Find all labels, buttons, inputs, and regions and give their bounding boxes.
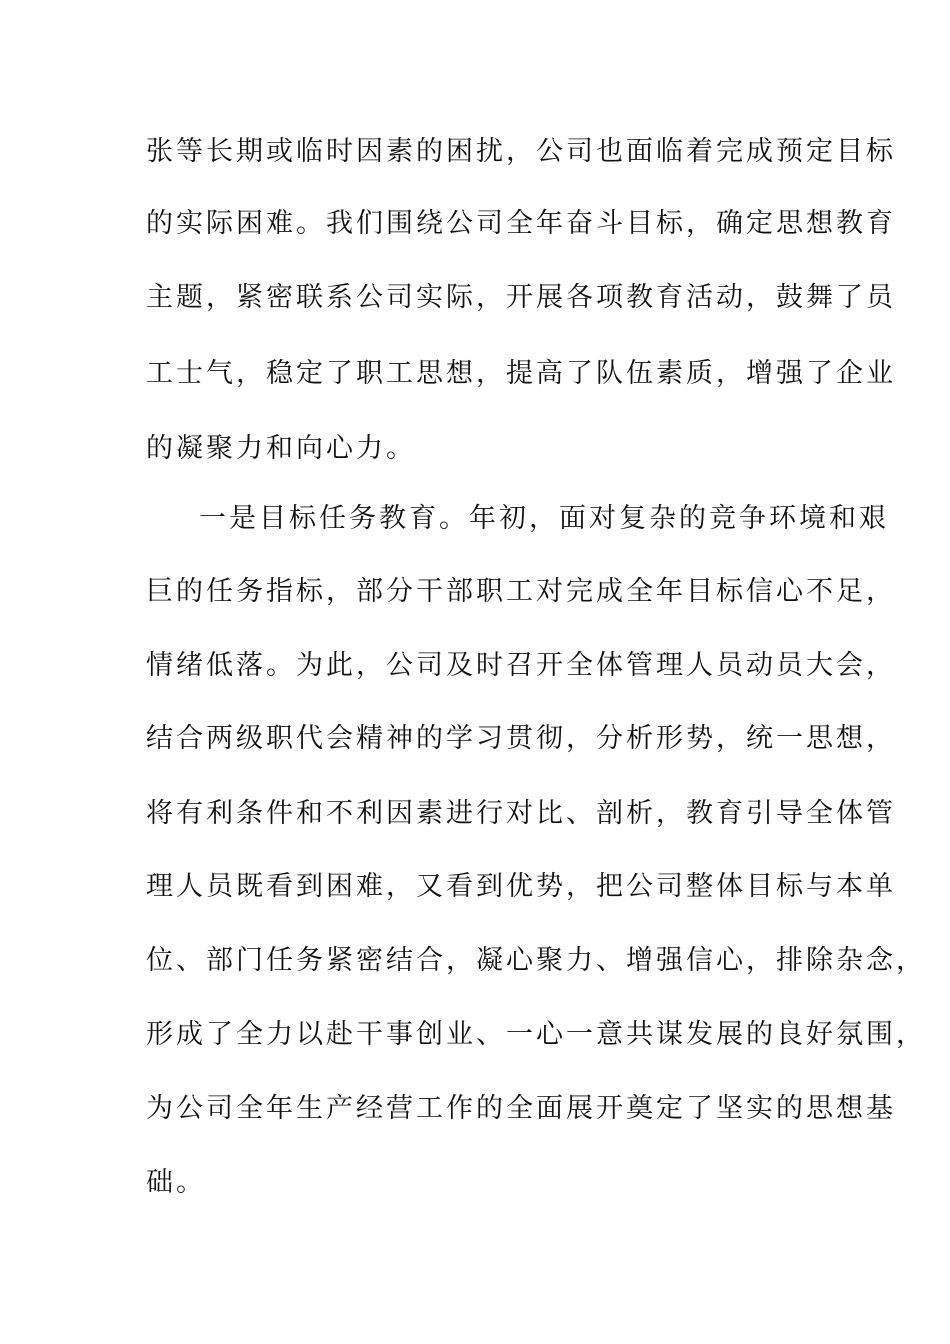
text-line: 结合两级职代会精神的学习贯彻，分析形势，统一思想， <box>146 723 896 754</box>
text-line: 形成了全力以赴干事创业、一心一意共谋发展的良好氛围， <box>146 1019 926 1050</box>
text-line: 理人员既看到困难，又看到优势，把公司整体目标与本单 <box>146 871 896 902</box>
text-line: 础。 <box>146 1167 206 1198</box>
text-line: 为公司全年生产经营工作的全面展开奠定了坚实的思想基 <box>146 1093 896 1124</box>
text-line: 张等长期或临时因素的困扰，公司也面临着完成预定目标 <box>146 136 896 167</box>
text-line: 的实际困难。我们围绕公司全年奋斗目标，确定思想教育 <box>146 208 896 239</box>
text-line: 情绪低落。为此，公司及时召开全体管理人员动员大会， <box>146 650 896 681</box>
text-line: 位、部门任务紧密结合，凝心聚力、增强信心，排除杂念， <box>146 945 926 976</box>
text-line: 将有利条件和不利因素进行对比、剖析，教育引导全体管 <box>146 798 896 829</box>
paragraph-first-line: 一是目标任务教育。年初，面对复杂的竞争环境和艰 <box>199 503 889 534</box>
text-line: 工士气，稳定了职工思想，提高了队伍素质，增强了企业 <box>146 358 896 389</box>
text-line: 的凝聚力和向心力。 <box>146 433 416 464</box>
text-line: 巨的任务指标，部分干部职工对完成全年目标信心不足， <box>146 576 896 607</box>
text-line: 主题，紧密联系公司实际，开展各项教育活动，鼓舞了员 <box>146 282 896 313</box>
